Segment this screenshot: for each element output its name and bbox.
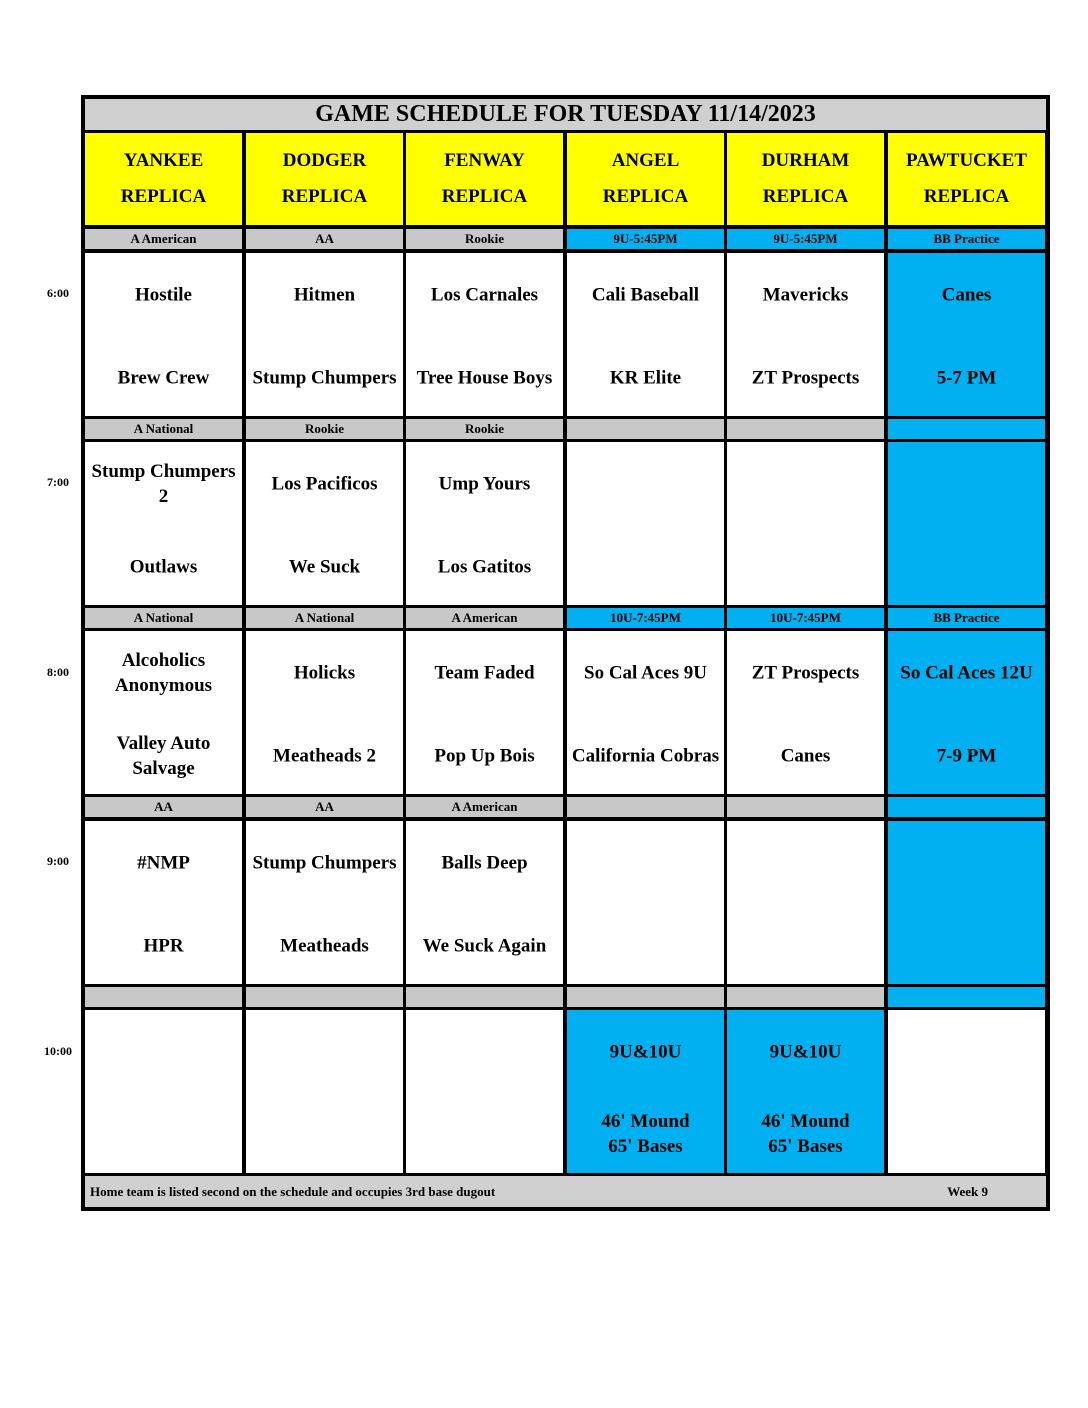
schedule-title: GAME SCHEDULE FOR TUESDAY 11/14/2023: [85, 99, 1046, 130]
game-cell[interactable]: [406, 1010, 563, 1173]
away-team: So Cal Aces 9U: [584, 662, 707, 684]
away-team: Canes: [941, 284, 992, 306]
home-team: Meatheads 2: [273, 745, 376, 767]
home-team: 46' Mound 65' Bases: [601, 1111, 690, 1157]
game-cell[interactable]: [246, 631, 403, 794]
away-team: Los Carnales: [430, 284, 539, 306]
game-cell[interactable]: [246, 442, 403, 605]
home-team: Valley Auto Salvage: [116, 733, 211, 779]
field-header: [246, 133, 403, 225]
game-cell[interactable]: [888, 1010, 1045, 1173]
division-label: [567, 987, 724, 1007]
field-subtitle: REPLICA: [923, 186, 1010, 207]
away-team: Stump Chumpers: [252, 852, 397, 874]
division-label: A American: [85, 229, 242, 249]
footer-note: Home team is listed second on the schedule and occupies 3rd base dugout: [90, 1183, 496, 1199]
field-header: [888, 133, 1045, 225]
home-team: 46' Mound 65' Bases: [761, 1111, 850, 1157]
field-subtitle: REPLICA: [281, 186, 368, 207]
away-team: Balls Deep: [441, 852, 528, 874]
division-label: Rookie: [246, 419, 403, 439]
away-team: Cali Baseball: [591, 284, 700, 306]
home-team: 5-7 PM: [936, 367, 997, 389]
game-cell[interactable]: [727, 631, 884, 794]
game-cell[interactable]: [888, 631, 1045, 794]
home-team: ZT Prospects: [751, 367, 860, 389]
game-cell[interactable]: [567, 1010, 724, 1173]
game-cell[interactable]: [85, 1010, 242, 1173]
game-cell[interactable]: [727, 253, 884, 416]
home-team: Pop Up Bois: [434, 745, 535, 767]
division-label: [888, 419, 1045, 439]
away-team: 9U&10U: [609, 1041, 682, 1063]
field-header: [567, 133, 724, 225]
home-team: We Suck: [288, 556, 361, 578]
away-team: Hitmen: [293, 284, 356, 306]
division-label: [727, 797, 884, 817]
game-cell[interactable]: [85, 253, 242, 416]
game-cell[interactable]: [85, 821, 242, 984]
home-team: Los Gatitos: [437, 556, 532, 578]
time-label: 10:00: [44, 1044, 72, 1058]
away-team: So Cal Aces 12U: [900, 662, 1033, 684]
division-label: [567, 797, 724, 817]
division-label: Rookie: [406, 229, 563, 249]
home-team: Outlaws: [129, 556, 198, 578]
away-team: Team Faded: [434, 662, 535, 684]
division-label: [888, 797, 1045, 817]
field-subtitle: REPLICA: [602, 186, 689, 207]
division-label: 10U-7:45PM: [567, 608, 724, 628]
home-team: 7-9 PM: [936, 745, 997, 767]
home-team: KR Elite: [609, 367, 682, 389]
game-cell[interactable]: [888, 821, 1045, 984]
game-cell[interactable]: [727, 442, 884, 605]
field-name: PAWTUCKET: [905, 150, 1028, 171]
game-cell[interactable]: [406, 253, 563, 416]
time-label: 9:00: [47, 854, 69, 868]
home-team: Brew Crew: [117, 367, 210, 389]
division-label: [888, 987, 1045, 1007]
division-label: Rookie: [406, 419, 563, 439]
division-label: [567, 419, 724, 439]
game-cell[interactable]: [567, 253, 724, 416]
division-label: 9U-5:45PM: [567, 229, 724, 249]
division-label: 9U-5:45PM: [727, 229, 884, 249]
game-cell[interactable]: [246, 821, 403, 984]
field-name: YANKEE: [123, 150, 204, 171]
away-team: Alcoholics Anonymous: [114, 650, 213, 696]
division-label: BB Practice: [888, 229, 1045, 249]
division-label: [85, 987, 242, 1007]
away-team: #NMP: [137, 852, 190, 874]
away-team: ZT Prospects: [751, 662, 860, 684]
division-label: AA: [246, 797, 403, 817]
field-subtitle: REPLICA: [441, 186, 528, 207]
away-team: Ump Yours: [438, 473, 531, 495]
division-label: 10U-7:45PM: [727, 608, 884, 628]
away-team: 9U&10U: [769, 1041, 842, 1063]
time-label: 8:00: [47, 665, 69, 679]
away-team: Hostile: [135, 284, 192, 306]
field-name: FENWAY: [444, 150, 525, 171]
game-cell[interactable]: [888, 442, 1045, 605]
field-header: [406, 133, 563, 225]
home-team: Stump Chumpers: [252, 367, 397, 389]
division-label: [246, 987, 403, 1007]
game-cell[interactable]: [888, 253, 1045, 416]
game-cell[interactable]: [406, 821, 563, 984]
game-cell[interactable]: [246, 253, 403, 416]
game-cell[interactable]: [406, 631, 563, 794]
division-label: BB Practice: [888, 608, 1045, 628]
home-team: Tree House Boys: [416, 367, 553, 389]
away-team: Holicks: [293, 662, 356, 684]
schedule-table: [81, 95, 1050, 1211]
field-name: DODGER: [282, 150, 367, 171]
field-header: [727, 133, 884, 225]
division-label: A National: [246, 608, 403, 628]
field-header: [85, 133, 242, 225]
division-label: [727, 419, 884, 439]
away-team: Mavericks: [762, 284, 849, 306]
game-cell[interactable]: [406, 442, 563, 605]
week-label: Week 9: [947, 1183, 988, 1199]
home-team: We Suck Again: [422, 935, 547, 957]
home-team: Canes: [780, 745, 831, 767]
division-label: [727, 987, 884, 1007]
game-cell[interactable]: [85, 631, 242, 794]
division-label: A National: [85, 608, 242, 628]
time-label: 6:00: [47, 286, 69, 300]
division-label: A American: [406, 797, 563, 817]
home-team: California Cobras: [571, 745, 720, 767]
home-team: Meatheads: [280, 935, 369, 957]
footer-row: [85, 1176, 1046, 1207]
time-label: 7:00: [47, 475, 69, 489]
away-team: Los Pacificos: [271, 473, 378, 495]
game-cell[interactable]: [567, 631, 724, 794]
game-cell[interactable]: [567, 442, 724, 605]
away-team: Stump Chumpers 2: [91, 461, 236, 507]
game-cell[interactable]: [727, 1010, 884, 1173]
game-cell[interactable]: [567, 821, 724, 984]
division-label: A National: [85, 419, 242, 439]
field-subtitle: REPLICA: [120, 186, 207, 207]
division-label: AA: [246, 229, 403, 249]
home-team: HPR: [143, 935, 184, 957]
field-name: DURHAM: [761, 150, 850, 171]
field-name: ANGEL: [611, 150, 680, 171]
game-cell[interactable]: [246, 1010, 403, 1173]
game-cell[interactable]: [727, 821, 884, 984]
field-subtitle: REPLICA: [762, 186, 849, 207]
division-label: A American: [406, 608, 563, 628]
game-cell[interactable]: [85, 442, 242, 605]
division-label: AA: [85, 797, 242, 817]
division-label: [406, 987, 563, 1007]
